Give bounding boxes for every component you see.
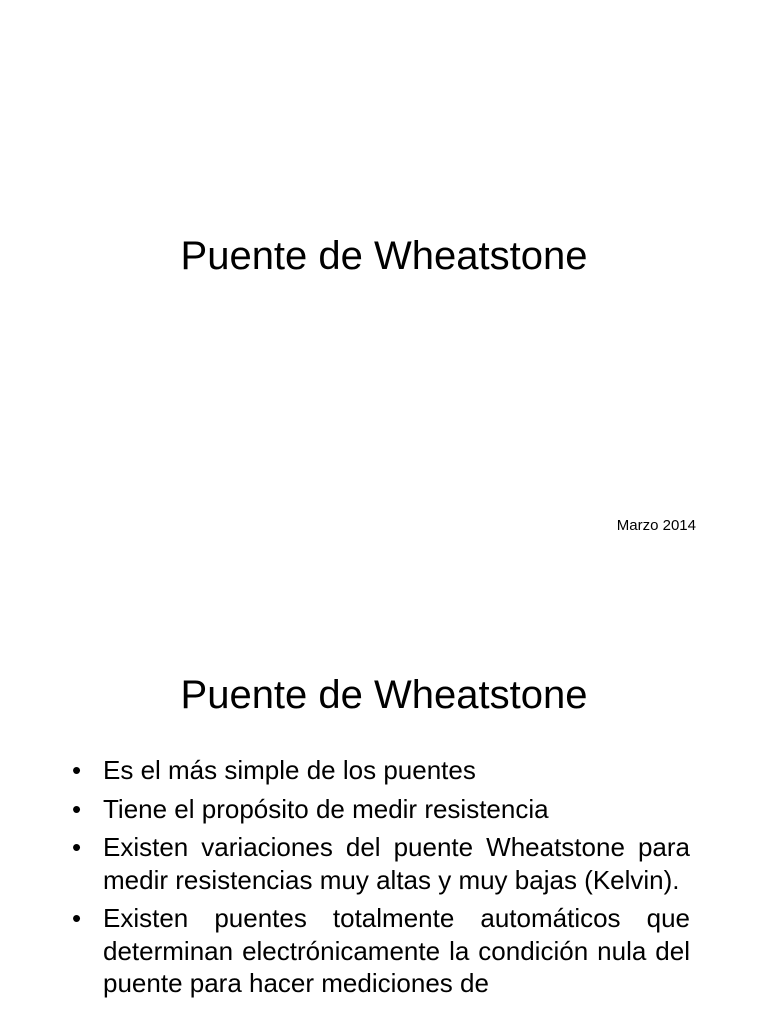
bullet-item [72, 831, 690, 896]
bullet-text: Es el más simple de los puentes [103, 755, 476, 785]
bullet-item [72, 902, 690, 1000]
bullet-text: Existen variaciones del puente Wheatstone para medir resistencias muy altas y muy bajas (Kelvin). [103, 832, 690, 895]
bullet-text: Existen puentes totalmente automáticos que determinan electrónicamente la condición nula del puente para hacer mediciones de [103, 903, 690, 998]
slide-date: Marzo 2014 [616, 517, 696, 534]
bullet-text: Tiene el propósito de medir resistencia [103, 793, 549, 824]
slide-title: Puente de Wheatstone [180, 673, 588, 717]
bullet-icon: • [72, 793, 82, 824]
slide-title: Puente de Wheatstone [180, 234, 588, 278]
bullet-icon: • [72, 903, 82, 933]
bullet-icon: • [72, 832, 82, 862]
bullet-item [72, 793, 690, 826]
content-slide [0, 576, 768, 1024]
bullet-icon: • [72, 755, 82, 785]
bullet-item [72, 754, 690, 787]
bullet-list [72, 754, 690, 1006]
